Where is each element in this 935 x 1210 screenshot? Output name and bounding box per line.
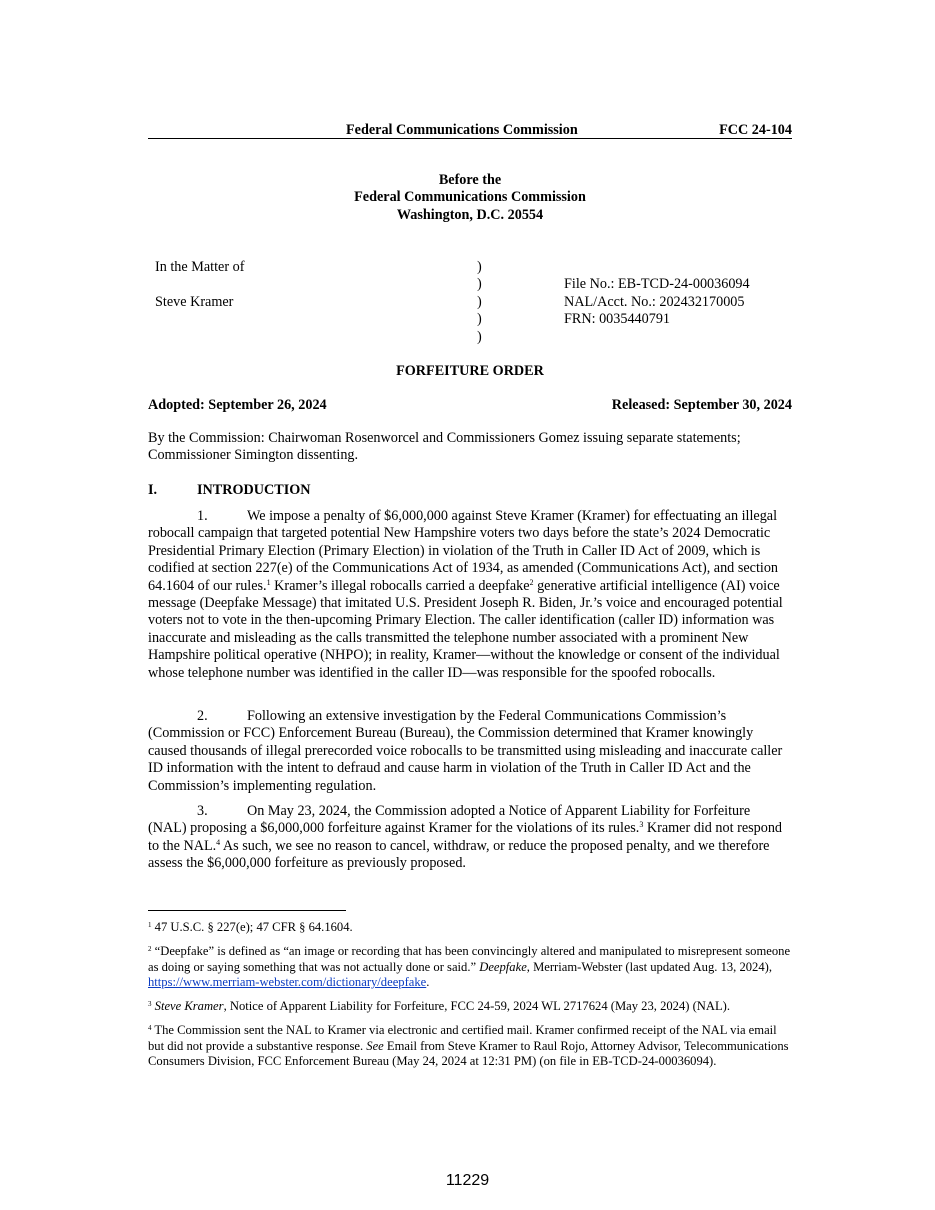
caption-paren: ) [477,311,482,328]
caption-paren: ) [477,328,482,345]
page-number: 11229 [445,1172,490,1189]
paragraph-text: As such, we see no reason to cancel, withdraw, or reduce the proposed penalty, and we therefore assess the $6,000,000 forfeiture as previously proposed. [148,837,770,872]
paragraph-text: Kramer’s illegal robocalls carried a deepfake [270,577,530,594]
paragraph-text: We impose a penalty of $6,000,000 against Steve Kramer (Kramer) for effectuating an illegal robocall campaign that targeted potential New Hampshire voters two days before the state’s 2024 Democratic Presidential Primary Election (Primary Election) in violation of the Truth in Caller ID Act of 2009, which is codified at section 227(e) of the Communications Act of 1934, as amended (Communications Act), and section 64.1604 of our rules. [148,508,779,594]
footnote-ref[interactable]: 4 [216,837,221,847]
footnote-1 [148,920,792,936]
footnote-text: , Merriam-Webster (last updated Aug. 13, 2024), [526,959,772,974]
paragraph-number: 3. [197,803,208,819]
footnote-2 [148,944,792,991]
paragraph-2 [148,708,792,795]
caption-in-the-matter: In the Matter of [155,259,245,275]
title-agency: Federal Communications Commission [354,189,586,206]
section-title: INTRODUCTION [197,482,311,498]
paragraph-text: On May 23, 2024, the Commission adopted a Notice of Apparent Liability for Forfeiture (NAL) proposing a $6,000,000 forfeiture against Kramer for the violations of its rules. [148,803,751,837]
paragraph-number: 2. [197,708,208,724]
header-rule [148,138,792,139]
footnote-mark: 4 [148,1024,152,1032]
footnote-italic: Steve Kramer [154,999,224,1013]
adopted-date: Adopted: September 26, 2024 [148,397,327,413]
paragraph-1 [148,508,792,682]
caption-file-no: File No.: EB-TCD-24-00036094 [564,276,750,292]
footnote-3 [148,999,792,1015]
caption-nal-acct: NAL/Acct. No.: 202432170005 [564,294,745,310]
footnote-text: 47 U.S.C. § 227(e); 47 CFR § 64.1604. [151,920,353,934]
order-title: FORFEITURE ORDER [396,363,544,379]
footnote-mark: 3 [148,1000,152,1008]
released-date: Released: September 30, 2024 [611,397,792,413]
paragraph-number: 1. [197,508,208,524]
paragraph-text: Kramer did not respond to the NAL. [148,820,783,854]
paragraph-text: Following an extensive investigation by the Federal Communications Commission’s (Commission or FCC) Enforcement Bureau (Bureau), the Commission determined that Kramer knowingly caused thousands of illegal prerecorded voice robocalls to be transmitted using misleading and inaccurate caller ID information with the intent to defraud and cause harm in violation of the Truth in Caller ID Act and the Commission’s implementing regulation. [148,708,783,794]
footnote-text: The Commission sent the NAL to Kramer via electronic and certified mail. Kramer confirmed receipt of the NAL via email but did not provide a substantive response. [148,1023,777,1053]
footnote-italic: See [366,1038,384,1053]
footnote-4 [148,1023,792,1070]
paragraph-text: generative artificial intelligence (AI) voice message (Deepfake Message) that imitated U.S. President Joseph R. Biden, Jr.’s voice and encouraged potential voters not to vote in the then-upcoming Primary Election. The caller identification (caller ID) information was inaccurate and misleading as the calls transmitted the telephone number associated with a prominent New Hampshire political operative (NHPO); in reality, Kramer—without the knowledge or consent of the individual whose telephone number was identified in the caller ID—was responsible for the spoofed robocalls. [148,577,783,681]
caption-paren: ) [477,259,482,275]
footnote-ref[interactable]: 2 [529,577,534,587]
footnote-italic: Deepfake [479,959,527,974]
paragraph-3 [148,803,792,873]
footnote-mark: 2 [148,945,152,953]
footnote-text: . [426,975,430,989]
caption-paren: ) [477,293,482,310]
footnote-separator [148,910,346,911]
caption-frn: FRN: 0035440791 [564,311,671,327]
footnote-text: “Deepfake” is defined as “an image or recording that has been convincingly altered and manipulated to misrepresent someone as doing or saying something that was not actually done or said.” [148,944,791,974]
caption-paren: ) [477,276,482,293]
title-location: Washington, D.C. 20554 [396,206,544,223]
deepfake-definition-link[interactable]: https://www.merriam-webster.com/dictionary/deepfake [148,975,427,989]
title-block [148,172,792,224]
caption-party: Steve Kramer [155,294,234,310]
section-number: I. [148,482,158,498]
footnote-ref[interactable]: 1 [266,577,271,587]
header-doc-id: FCC 24-104 [719,122,792,138]
header-agency: Federal Communications Commission [346,122,578,138]
footnote-ref[interactable]: 3 [639,820,644,830]
caption-parens [477,259,482,346]
footnote-mark: 1 [148,921,152,929]
title-before: Before the [438,172,502,188]
footnote-text: , Notice of Apparent Liability for Forfeiture, FCC 24-59, 2024 WL 2717624 (May 23, 2024) (NAL). [223,999,731,1013]
footnote-text: Email from Steve Kramer to Raul Rojo, Attorney Advisor, Telecommunications Consumers Division, FCC Enforcement Bureau (May 24, 2024 at 12:31 PM) (on file in EB-TCD-24-00036094). [148,1038,789,1068]
by-commission: By the Commission: Chairwoman Rosenworcel and Commissioners Gomez issuing separate statements; Commissioner Simington dissenting. [148,430,741,464]
